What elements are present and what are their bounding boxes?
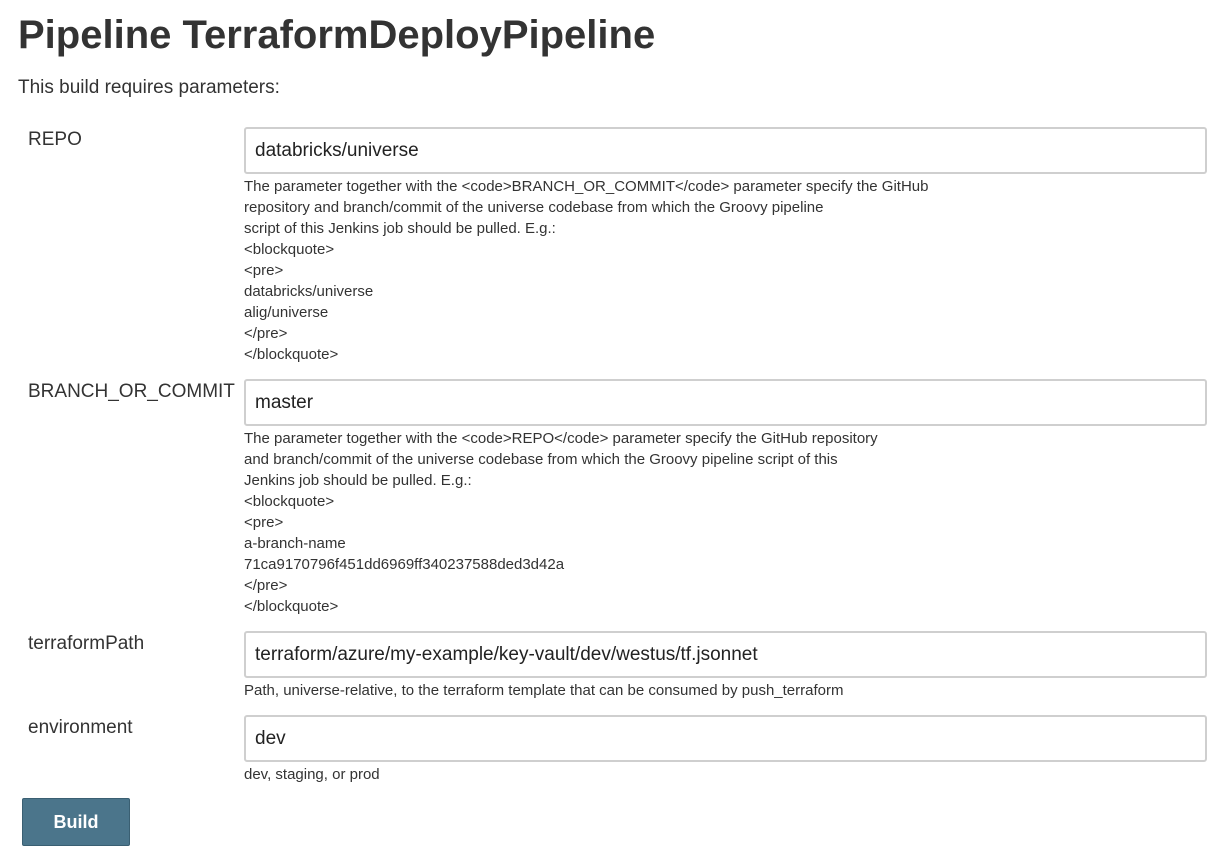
terraform-path-description	[244, 680, 1004, 701]
description-line: <pre>	[244, 514, 284, 531]
branch-or-commit-description	[244, 428, 1004, 617]
description-line: Path, universe-relative, to the terraform template that can be consumed by push_terraform	[244, 682, 844, 699]
parameters-intro: This build requires parameters:	[18, 77, 280, 98]
environment-input[interactable]	[244, 715, 1207, 762]
branch-or-commit-input[interactable]	[244, 379, 1207, 426]
description-line: repository and branch/commit of the universe codebase from which the Groovy pipeline	[244, 199, 824, 216]
terraform-path-label: terraformPath	[28, 633, 145, 654]
repo-description	[244, 176, 1004, 365]
description-line: dev, staging, or prod	[244, 766, 380, 783]
description-line: <pre>	[244, 262, 284, 279]
branch-or-commit-label: BRANCH_OR_COMMIT	[28, 381, 235, 402]
description-line: Jenkins job should be pulled. E.g.:	[244, 472, 472, 489]
description-line: <blockquote>	[244, 241, 335, 258]
page-title: Pipeline TerraformDeployPipeline	[18, 13, 656, 57]
description-line: The parameter together with the <code>REPO</code> parameter specify the GitHub repository	[244, 430, 878, 447]
description-line: </pre>	[244, 577, 288, 594]
description-line: </blockquote>	[244, 598, 339, 615]
description-line: alig/universe	[244, 304, 329, 321]
description-line: a-branch-name	[244, 535, 346, 552]
description-line: script of this Jenkins job should be pulled. E.g.:	[244, 220, 556, 237]
description-line: and branch/commit of the universe codebase from which the Groovy pipeline script of this	[244, 451, 838, 468]
repo-label: REPO	[28, 129, 82, 150]
description-line: <blockquote>	[244, 493, 335, 510]
terraform-path-input[interactable]	[244, 631, 1207, 678]
description-line: databricks/universe	[244, 283, 374, 300]
repo-input[interactable]	[244, 127, 1207, 174]
build-button[interactable]: Build	[22, 798, 130, 846]
description-line: </pre>	[244, 325, 288, 342]
description-line: The parameter together with the <code>BRANCH_OR_COMMIT</code> parameter specify the GitHub	[244, 178, 929, 195]
environment-label: environment	[28, 717, 133, 738]
description-line: 71ca9170796f451dd6969ff340237588ded3d42a	[244, 556, 565, 573]
environment-description	[244, 764, 1004, 785]
description-line: </blockquote>	[244, 346, 339, 363]
